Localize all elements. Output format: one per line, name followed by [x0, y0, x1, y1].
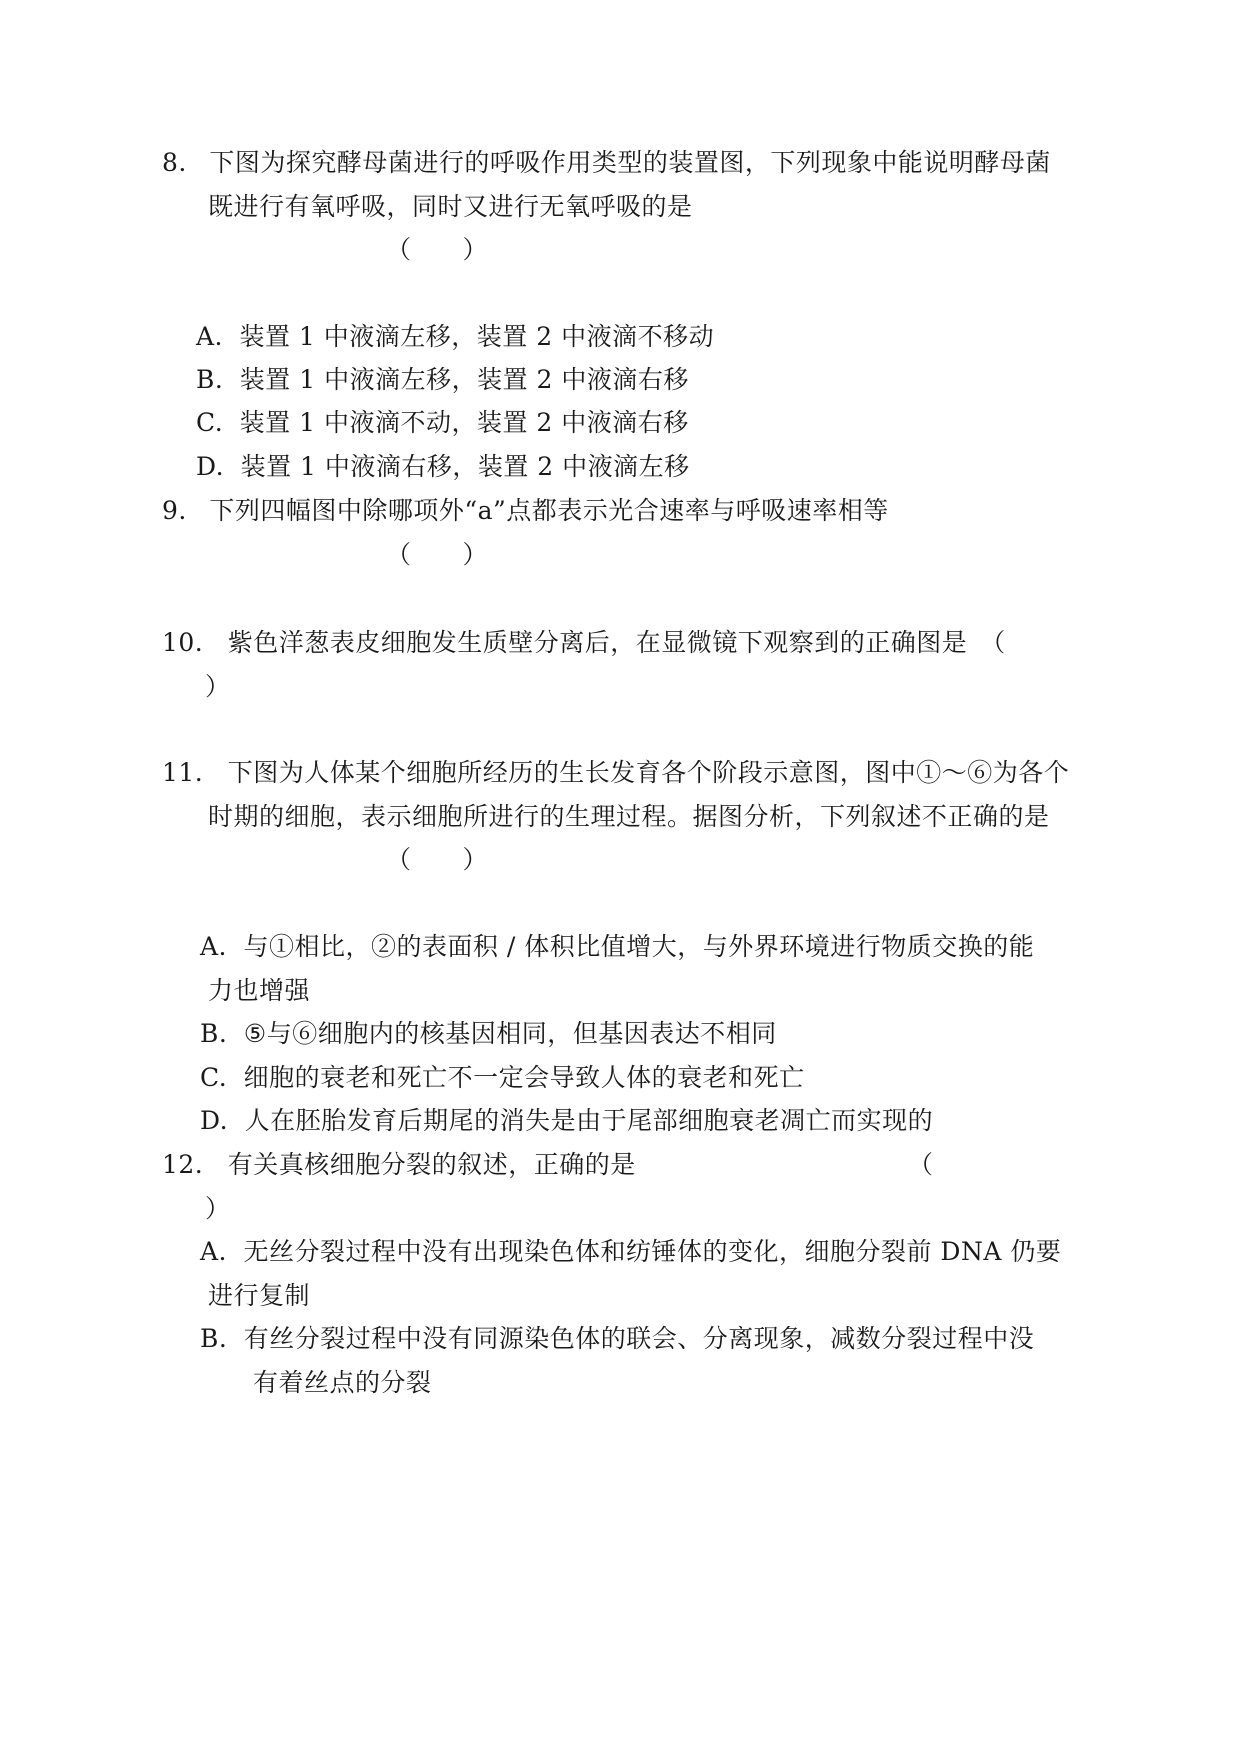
question-8-number: 8.: [162, 148, 187, 177]
question-8-stem-line2: 既进行有氧呼吸，同时又进行无氧呼吸的是: [208, 192, 693, 221]
option-text: 细胞的衰老和死亡不一定会导致人体的衰老和死亡: [243, 1063, 805, 1092]
option-text: 无丝分裂过程中没有出现染色体和纺锤体的变化，细胞分裂前 DNA 仍要: [243, 1237, 1062, 1266]
option-text: 人在胚胎发育后期尾的消失是由于尾部细胞衰老凋亡而实现的: [244, 1106, 934, 1135]
question-12-paren-open: （: [908, 1150, 934, 1179]
question-9-number: 9.: [162, 496, 187, 525]
question-8-option-c: [196, 406, 689, 440]
option-label: C.: [196, 408, 224, 437]
question-11-number: 11.: [162, 758, 204, 787]
option-text: 装置 1 中液滴右移，装置 2 中液滴左移: [240, 452, 690, 481]
question-12-option-a-line2: 进行复制: [208, 1281, 311, 1310]
question-10-number: 10.: [162, 628, 204, 657]
question-10-stem-line2: ）: [205, 672, 231, 701]
option-label: B.: [200, 1019, 228, 1048]
option-label: A.: [200, 1237, 228, 1266]
question-8-stem-text: 下图为探究酵母菌进行的呼吸作用类型的装置图，下列现象中能说明酵母菌: [209, 148, 1051, 177]
option-text: 装置 1 中液滴左移，装置 2 中液滴右移: [239, 365, 689, 394]
question-10-stem-text: 紫色洋葱表皮细胞发生质壁分离后，在显微镜下观察到的正确图是 （: [227, 628, 1006, 657]
question-11-option-a-line2: 力也增强: [208, 976, 311, 1005]
option-label: A.: [196, 322, 224, 351]
question-11-stem-line1: [162, 756, 1069, 790]
question-11-option-b: [200, 1017, 777, 1051]
question-11-option-d: [200, 1104, 933, 1138]
question-9-answer-blank: （ ）: [386, 540, 489, 569]
question-12-stem-text: 有关真核细胞分裂的叙述，正确的是: [227, 1150, 636, 1179]
question-12-option-b: [200, 1322, 1034, 1356]
question-8-answer-blank: （ ）: [386, 235, 489, 264]
option-text: 有丝分裂过程中没有同源染色体的联会、分离现象，减数分裂过程中没: [243, 1324, 1035, 1353]
question-10-stem-line1: [162, 626, 1006, 660]
option-text: ⑤与⑥细胞内的核基因相同，但基因表达不相同: [243, 1019, 777, 1048]
question-11-option-a: [200, 930, 1034, 964]
question-11-stem-line2: 时期的细胞，表示细胞所进行的生理过程。据图分析，下列叙述不正确的是: [208, 802, 1050, 831]
question-12-option-a: [200, 1235, 1061, 1269]
option-label: B.: [196, 365, 224, 394]
question-8-option-a: [196, 320, 714, 354]
question-9-stem-line1: [162, 494, 889, 528]
option-text: 装置 1 中液滴左移，装置 2 中液滴不移动: [239, 322, 715, 351]
option-label: D.: [196, 452, 225, 481]
question-8-option-b: [196, 363, 689, 397]
question-9-stem-text: 下列四幅图中除哪项外“a”点都表示光合速率与呼吸速率相等: [209, 496, 889, 525]
question-12-stem-line1: [162, 1148, 636, 1182]
question-12-paren-close: ）: [205, 1194, 231, 1223]
question-11-answer-blank: （ ）: [386, 845, 489, 874]
option-label: D.: [200, 1106, 229, 1135]
question-8-option-d: [196, 450, 690, 484]
option-label: B.: [200, 1324, 228, 1353]
question-11-stem-text: 下图为人体某个细胞所经历的生长发育各个阶段示意图，图中①～⑥为各个: [227, 758, 1070, 787]
question-11-option-c: [200, 1061, 805, 1095]
question-12-number: 12.: [162, 1150, 204, 1179]
option-text: 装置 1 中液滴不动，装置 2 中液滴右移: [239, 408, 689, 437]
option-text: 与①相比，②的表面积 / 体积比值增大，与外界环境进行物质交换的能: [243, 932, 1035, 961]
question-12-option-b-line2: 有着丝点的分裂: [253, 1368, 432, 1397]
question-8-stem-line1: [162, 146, 1051, 180]
option-label: A.: [200, 932, 228, 961]
option-label: C.: [200, 1063, 228, 1092]
